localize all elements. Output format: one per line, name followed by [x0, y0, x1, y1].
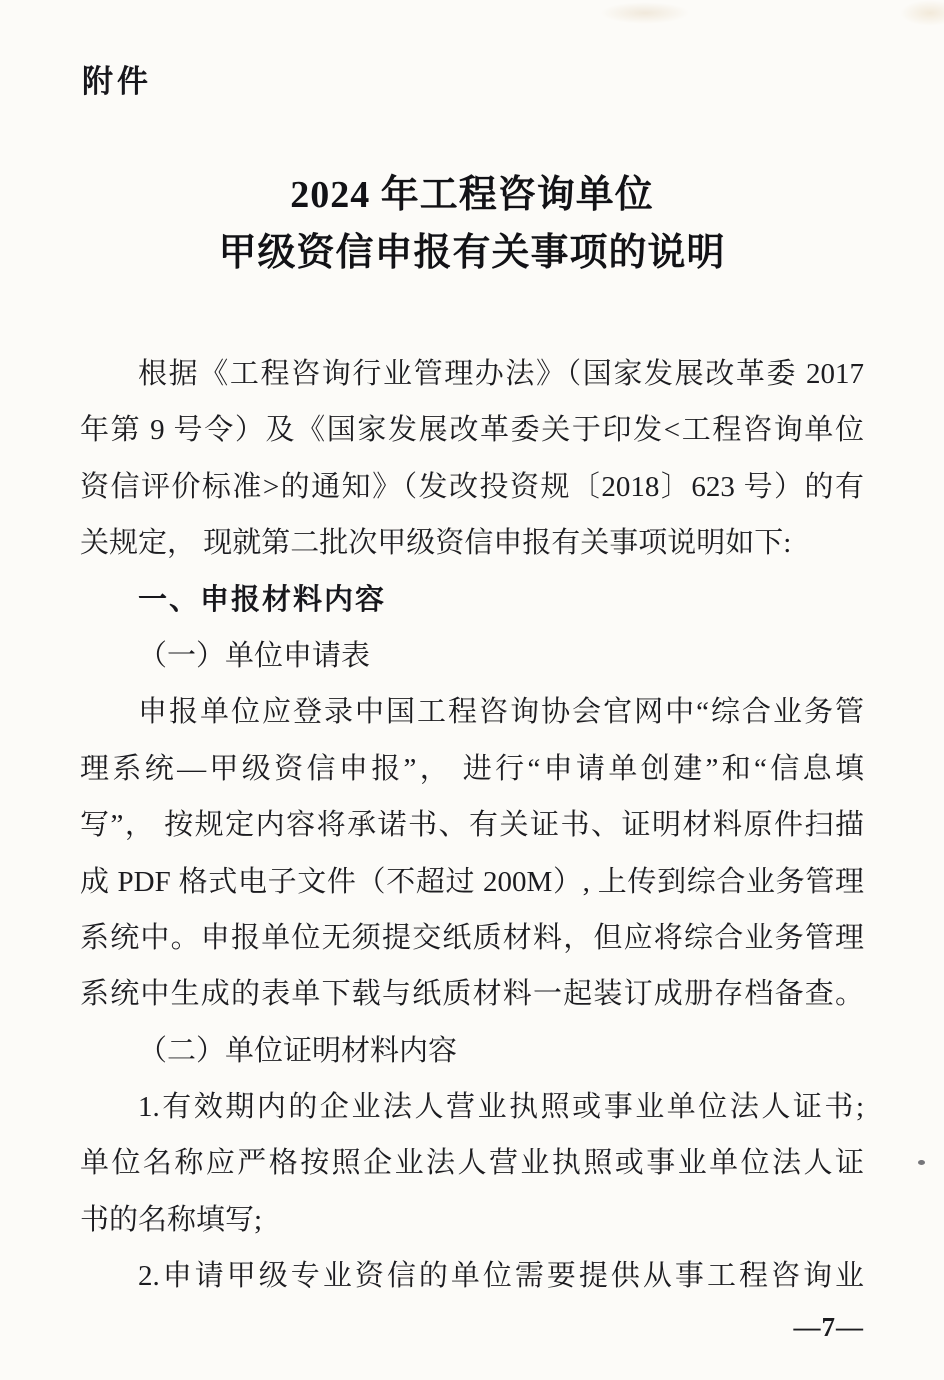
body-line: 成 PDF 格式电子文件（不超过 200M）, 上传到综合业务管理	[80, 865, 864, 898]
body-line: 年第 9 号令）及《国家发展改革委关于印发<工程咨询单位	[80, 414, 864, 447]
body-line: 申报单位应登录中国工程咨询协会官网中“综合业务管	[138, 696, 864, 729]
body-line: 理系统—甲级资信申报”， 进行“申请单创建”和“信息填	[80, 752, 864, 785]
scan-speck	[918, 1160, 925, 1165]
subsection-heading-1: （一）单位申请表	[138, 639, 371, 672]
document-title-line1: 2024 年工程咨询单位	[290, 174, 654, 216]
body-line: 单位名称应严格按照企业法人营业执照或事业单位法人证	[80, 1147, 864, 1180]
body-line: 书的名称填写;	[80, 1203, 263, 1236]
body-line: 系统中。申报单位无须提交纸质材料，但应将综合业务管理	[80, 921, 864, 954]
document-body	[80, 346, 864, 1305]
document-title	[0, 166, 944, 282]
subsection-heading-2: （二）单位证明材料内容	[138, 1034, 458, 1067]
body-line: 系统中生成的表单下载与纸质材料一起装订成册存档备查。	[80, 978, 864, 1011]
page-number: —7—	[793, 1312, 864, 1342]
attachment-label: 附件	[82, 64, 152, 99]
body-line: 资信评价标准>的通知》（发改投资规〔2018〕623 号）的有	[80, 470, 864, 503]
scan-smudge	[600, 2, 690, 24]
document-title-line2: 甲级资信申报有关事项的说明	[218, 232, 726, 274]
body-line: 2.申请甲级专业资信的单位需要提供从事工程咨询业	[138, 1260, 864, 1293]
scan-smudge	[900, 0, 944, 26]
body-line: 关规定， 现就第二批次甲级资信申报有关事项说明如下:	[80, 527, 792, 560]
body-line: 写”， 按规定内容将承诺书、有关证书、证明材料原件扫描	[80, 809, 864, 842]
body-line: 1.有效期内的企业法人营业执照或事业单位法人证书;	[138, 1091, 864, 1124]
section-heading-1: 一、申报材料内容	[138, 583, 387, 616]
body-line: 根据《工程咨询行业管理办法》（国家发展改革委 2017	[138, 358, 864, 390]
